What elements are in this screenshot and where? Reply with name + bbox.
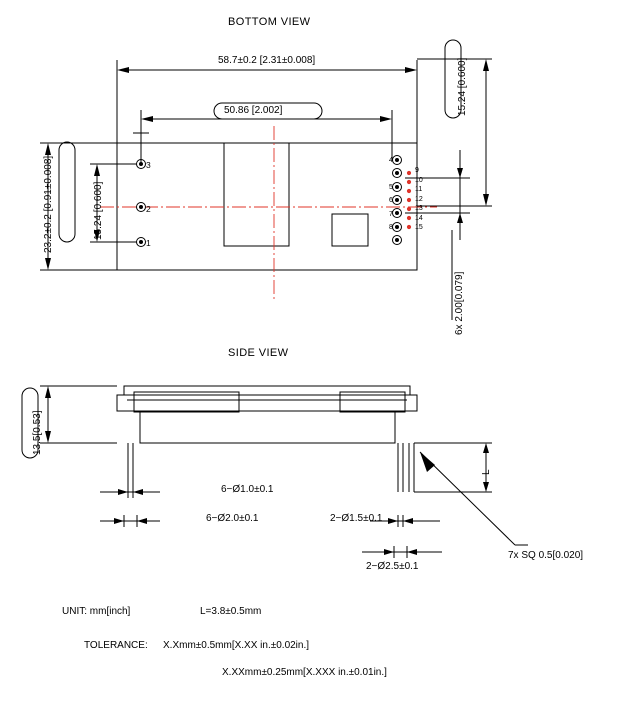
- pin-label-inner-13: 13: [415, 205, 423, 212]
- dim-text-pad-pitch-left: 15.24 [0.600]: [93, 181, 104, 240]
- pad-group-left: [137, 160, 146, 247]
- pin-label-right-7: 7: [389, 211, 393, 218]
- view-title-bottom: BOTTOM VIEW: [228, 16, 311, 28]
- pin-label-inner-15: 15: [415, 224, 423, 231]
- pin-label-right-5: 5: [389, 184, 393, 191]
- pin-label-right-8: 8: [389, 224, 393, 231]
- pin-label-left-2: 2: [146, 204, 151, 214]
- pin-label-inner-9: 9: [415, 167, 419, 174]
- dim-text-overall-length: 58.7±0.2 [2.31±0.008]: [218, 55, 316, 66]
- pin-label-left-1: 1: [146, 238, 151, 248]
- pin-label-right-6: 6: [389, 197, 393, 204]
- note-tolerance-label: TOLERANCE:: [84, 640, 148, 651]
- note-length: L=3.8±0.5mm: [200, 606, 262, 617]
- dim-text-hole-large-dia: 2−Ø1.5±0.1: [330, 513, 383, 524]
- component-body-small: [332, 214, 368, 246]
- note-tolerance-line1: X.Xmm±0.5mm[X.XX in.±0.02in.]: [163, 640, 310, 651]
- dim-text-pad-small-dia: 6−Ø2.0±0.1: [206, 513, 259, 524]
- side-board-plate: [117, 395, 417, 411]
- side-lower-body: [140, 411, 395, 443]
- dim-text-overall-width: 23.2±0.2 [0.91±0.008]: [43, 155, 54, 253]
- side-pins-left: [128, 443, 133, 492]
- dim-text-square-pin: 7x SQ 0.5[0.020]: [508, 550, 584, 561]
- dim-width-balloon: [59, 142, 75, 242]
- pin-label-inner-12: 12: [415, 196, 423, 203]
- pin-group-right-inner: [407, 171, 410, 228]
- pin-label-left-3: 3: [146, 160, 151, 170]
- note-tolerance-line2: X.XXmm±0.25mm[X.XXX in.±0.01in.]: [222, 667, 387, 678]
- board-outline-bottom: [117, 143, 417, 270]
- pin-label-inner-14: 14: [415, 215, 423, 222]
- pin-label-inner-11: 11: [415, 186, 423, 193]
- component-body-large: [224, 143, 289, 246]
- side-pins-right: [398, 443, 414, 492]
- side-top-profile: [124, 386, 410, 395]
- dim-text-pad-large-dia: 2−Ø2.5±0.1: [366, 561, 419, 572]
- note-unit: UNIT: mm[inch]: [62, 606, 131, 617]
- pin-label-inner-10: 10: [415, 177, 423, 184]
- pad-group-right-outer: [393, 156, 402, 245]
- dim-text-hole-span: 50.86 [2.002]: [224, 105, 283, 116]
- view-title-side: SIDE VIEW: [228, 347, 289, 359]
- leader-square-pin: [420, 452, 515, 545]
- pin-label-right-4: 4: [389, 157, 393, 164]
- dim-text-pin-row-pitch: 6x 2.00[0.079]: [454, 271, 465, 335]
- dim-text-pin-length: L: [481, 469, 492, 475]
- dim-text-hole-small-dia: 6−Ø1.0±0.1: [221, 484, 274, 495]
- dim-text-pad-pitch-right: 15.24 [0.600]: [457, 57, 468, 116]
- dim-text-side-height: 13.5[0.53]: [32, 410, 43, 455]
